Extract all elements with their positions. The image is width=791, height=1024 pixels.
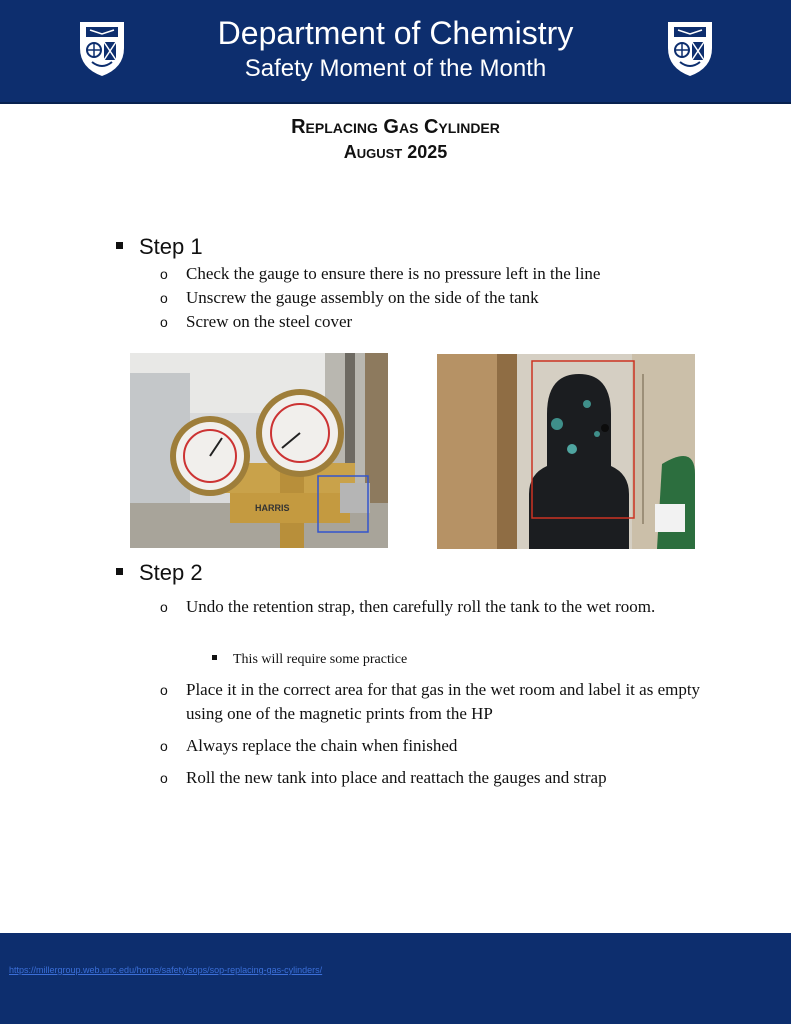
square-bullet-icon — [116, 242, 123, 249]
document-title: Replacing Gas Cylinder — [291, 116, 500, 138]
document-date: August 2025 — [343, 142, 448, 162]
circle-bullet-icon: o — [160, 314, 168, 330]
step2-bullet: o Always replace the chain when finished — [160, 734, 720, 758]
gauge-brand-label: HARRIS — [255, 503, 290, 513]
header-banner — [0, 0, 791, 104]
step1-bullet: o Screw on the steel cover — [160, 310, 720, 334]
step2-bullet: o Roll the new tank into place and reattach the gauges and strap — [160, 766, 720, 790]
step1-heading: Step 1 — [116, 234, 203, 260]
header-subtitle: Safety Moment of the Month — [244, 55, 547, 82]
step1-bullet: o Unscrew the gauge assembly on the side of the tank — [160, 286, 720, 310]
square-bullet-icon — [212, 655, 217, 660]
footer-banner — [0, 933, 791, 1024]
source-link[interactable]: https://millergroup.web.unc.edu/home/safety/sops/sop-replacing-gas-cylinders/ — [9, 965, 323, 975]
step2-sub-bullet: This will require some practice — [212, 650, 407, 670]
department-title: Department of Chemistry — [217, 15, 574, 51]
step2-heading: Step 2 — [116, 560, 203, 586]
gauge-assembly-photo — [130, 353, 388, 548]
circle-bullet-icon: o — [160, 290, 168, 306]
square-bullet-icon — [116, 568, 123, 575]
step2-bullet: o Undo the retention strap, then carefully roll the tank to the wet room. — [160, 595, 720, 619]
cylinder-cap-photo — [437, 354, 695, 549]
circle-bullet-icon: o — [160, 770, 168, 786]
university-shield-icon — [664, 18, 716, 78]
circle-bullet-icon: o — [160, 266, 168, 282]
circle-bullet-icon: o — [160, 682, 168, 698]
circle-bullet-icon: o — [160, 599, 168, 615]
step1-bullet: o Check the gauge to ensure there is no pressure left in the line — [160, 262, 720, 286]
step2-bullet: o Place it in the correct area for that gas in the wet room and label it as empty using one of the magnetic prints from the HP — [160, 680, 701, 723]
circle-bullet-icon: o — [160, 738, 168, 754]
